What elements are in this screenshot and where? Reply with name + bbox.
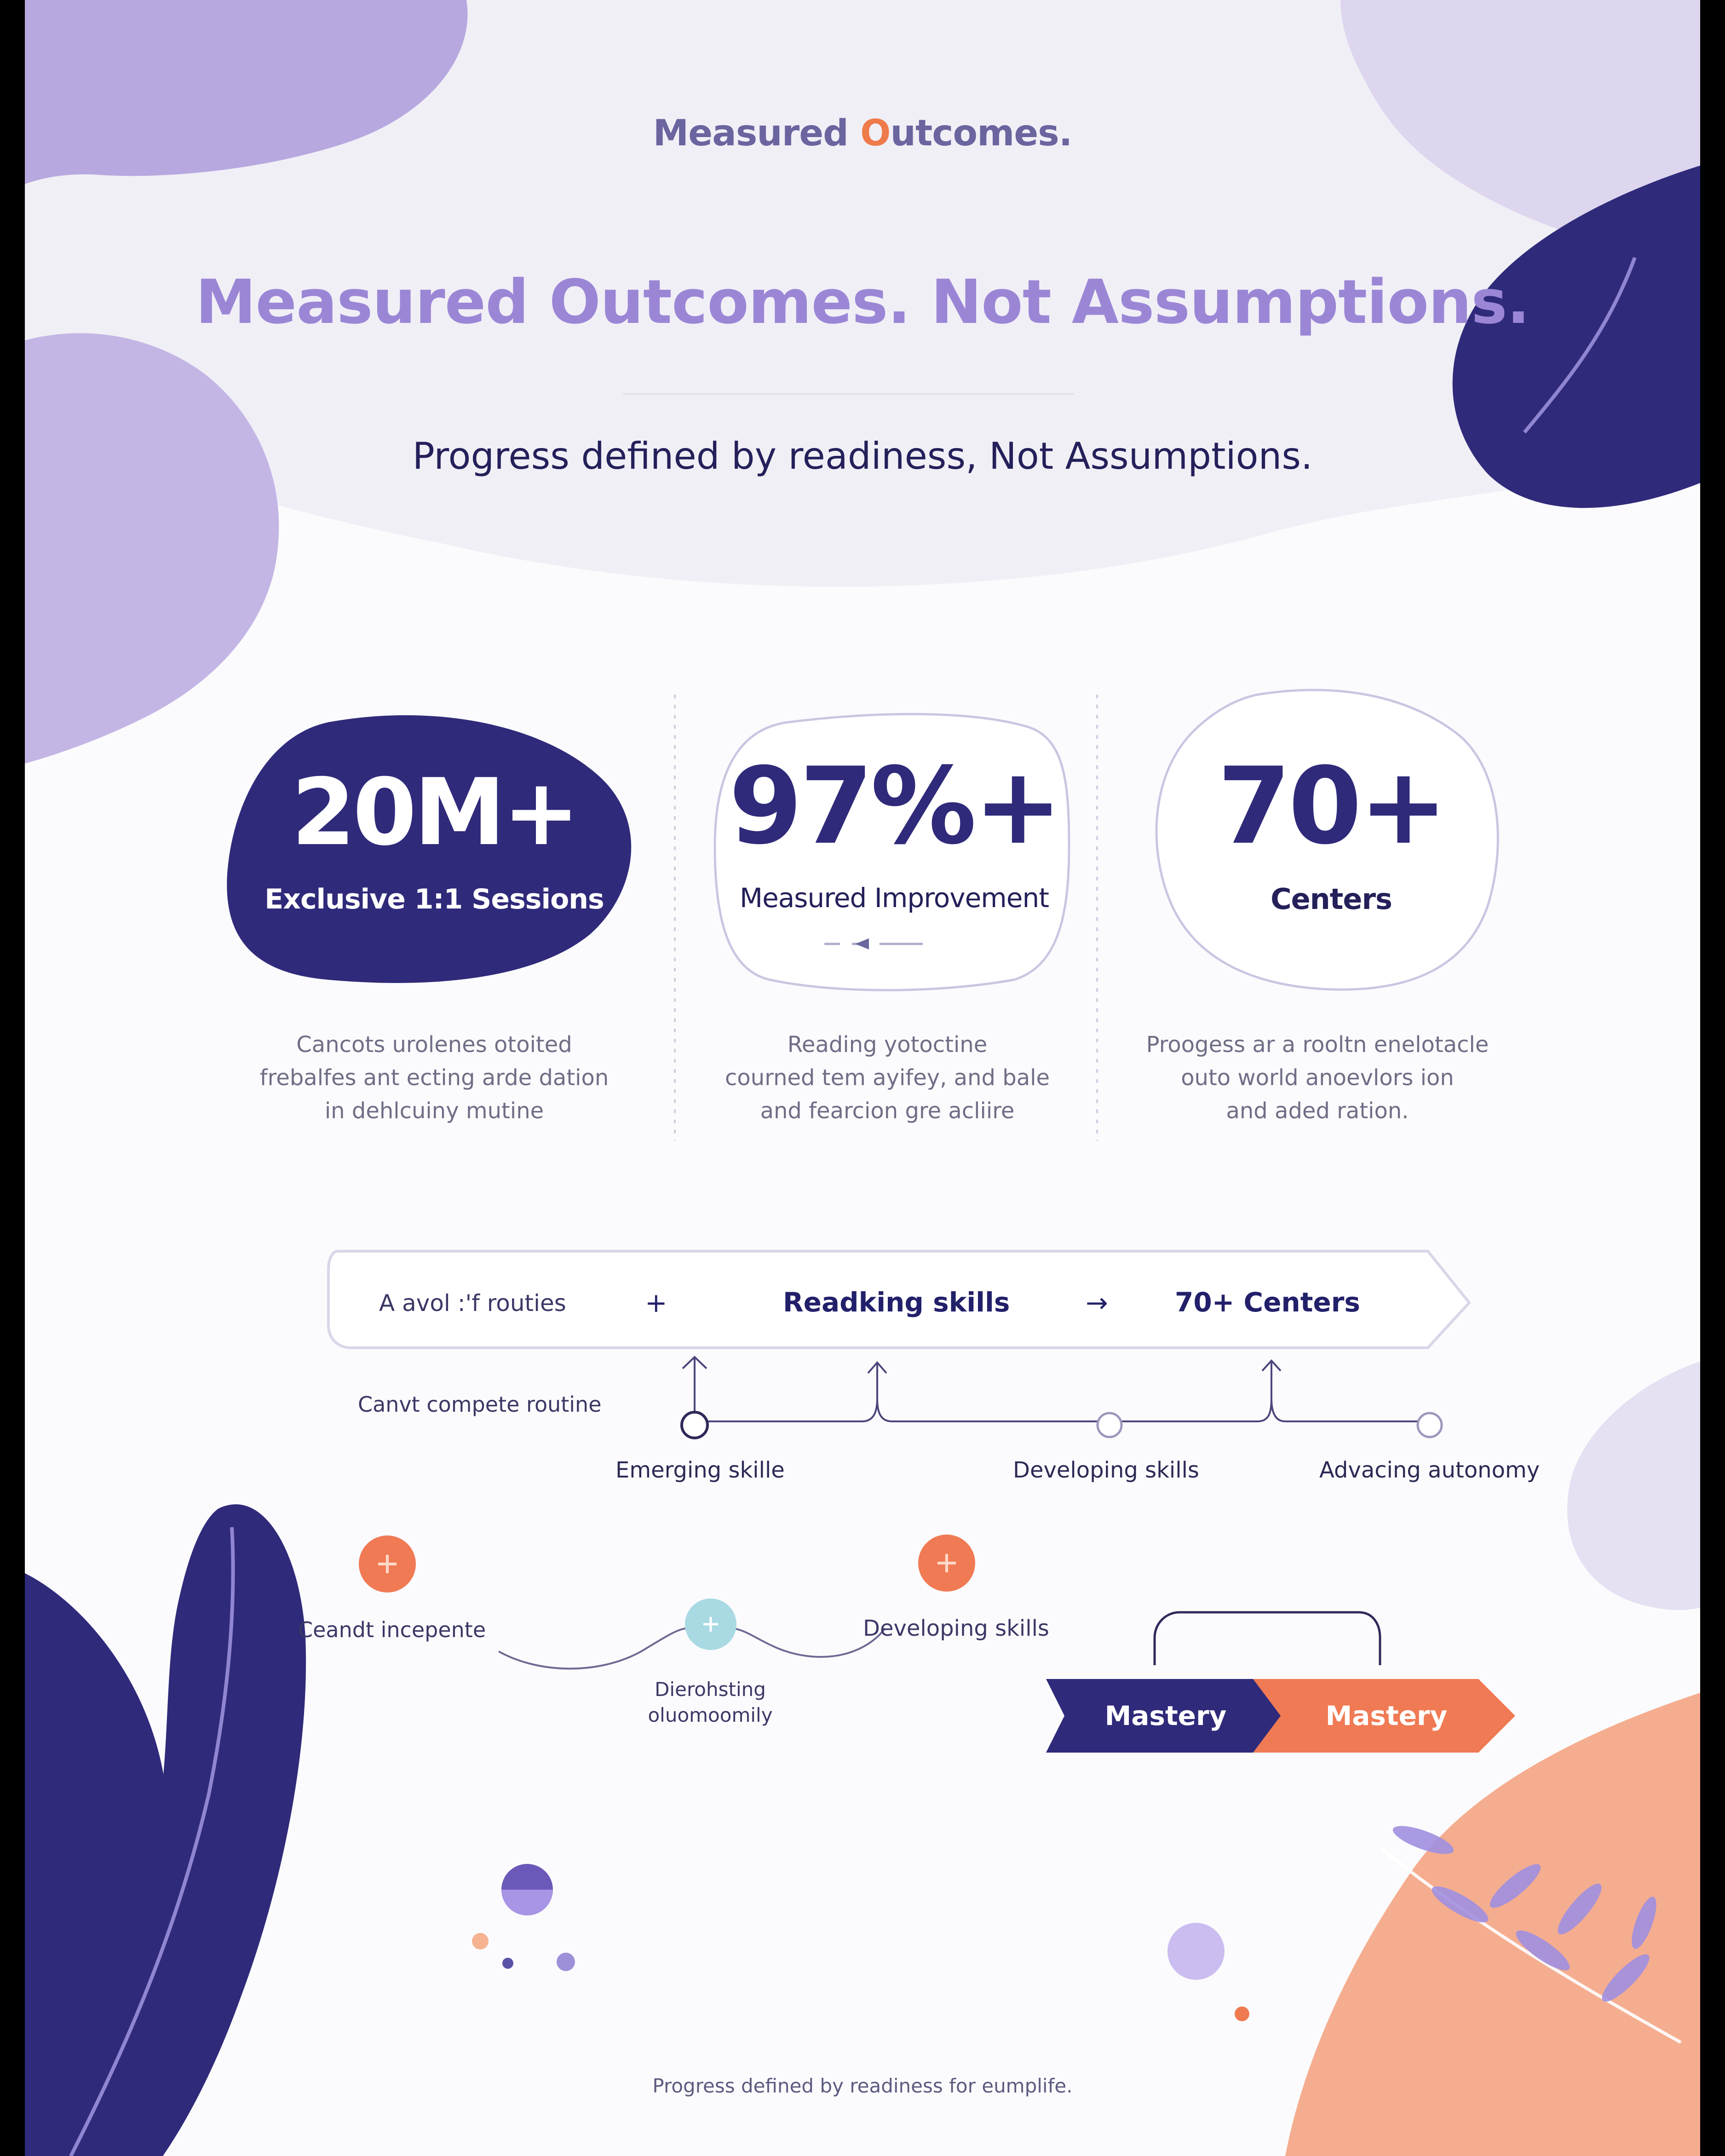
banner-plus-symbol: + [645, 1287, 667, 1318]
infographic-page [25, 0, 1700, 2156]
flow-left-label: Ceandt incepente [298, 1617, 486, 1642]
stat-description-improvement: Reading yotoctine courned tem ayifey, and bale and fearcion gre acliire [725, 1032, 1050, 1124]
stat-value-sessions: 20M+ [291, 759, 577, 866]
stat-description-centers: Proogess ar a rooltn enelotacle outo world anoevlors ion and aded ration. [1146, 1032, 1489, 1124]
title-divider [623, 393, 1074, 395]
flow-center-label: Dierohsting oluomoomily [648, 1678, 773, 1726]
timeline-node-developing [1098, 1413, 1121, 1437]
flow-right-label: Developing skills [863, 1616, 1049, 1641]
timeline-side-label: Canvt compete routine [358, 1392, 602, 1417]
timeline-lines [683, 1357, 1419, 1421]
banner-right-text: 70+ Centers [1175, 1287, 1360, 1318]
dot-navy-small [502, 1958, 513, 1969]
dot-lavender-large [1167, 1923, 1225, 1980]
banner-left-text: A avol :'f routies [379, 1290, 566, 1317]
dot-orange-small [472, 1933, 489, 1949]
page-title: Measured Outcomes. Not Assumptions. [196, 267, 1530, 338]
stat-label-sessions: Exclusive 1:1 Sessions [264, 883, 604, 915]
banner-middle-text: Readking skills [783, 1287, 1010, 1318]
footer-note: Progress defined by readiness for eumplife. [652, 2075, 1073, 2097]
mastery-orange-label: Mastery [1325, 1700, 1448, 1731]
banner-arrow-symbol: → [1086, 1287, 1108, 1318]
stat-value-improvement: 97%+ [729, 745, 1060, 868]
milestone-developing: Developing skills [1013, 1457, 1199, 1483]
mastery-bracket [1155, 1612, 1380, 1665]
stat-description-sessions: Cancots urolenes otoited frebalfes ant ecting arde dation in dehlcuiny mutine [259, 1032, 609, 1124]
dot-lavender-small [557, 1953, 575, 1971]
mastery-dark-label: Mastery [1104, 1700, 1227, 1731]
timeline-node-advancing [1418, 1413, 1442, 1437]
dot-purple-large-highlight [501, 1890, 553, 1915]
blob-right-mid [1567, 1362, 1700, 1610]
stat-value-centers: 70+ [1217, 745, 1445, 868]
milestone-emerging: Emerging skille [615, 1457, 785, 1483]
dot-orange-tiny [1235, 2007, 1249, 2021]
milestone-advancing: Advacing autonomy [1319, 1457, 1540, 1483]
timeline-node-emerging [682, 1412, 707, 1438]
stat-label-centers: Centers [1271, 882, 1392, 916]
stat-label-improvement: Measured Improvement [740, 882, 1049, 914]
brand-wordmark: Measured Outcomes. [653, 113, 1072, 154]
page-subtitle: Progress defined by readiness, Not Assumptions. [412, 435, 1313, 477]
